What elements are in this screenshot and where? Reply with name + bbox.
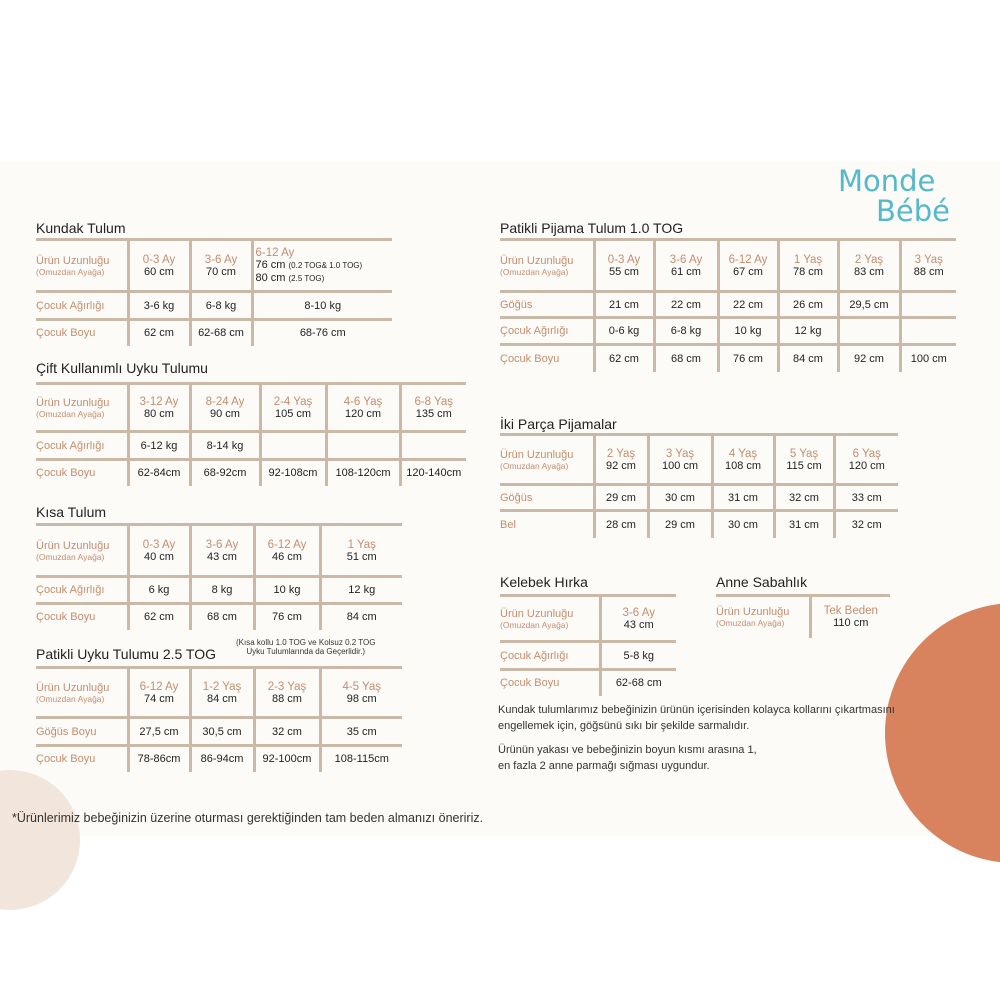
table-cell: 76 cm (718, 345, 778, 372)
table-cell: 92-100cm (254, 746, 320, 772)
size-column-header: 6 Yaş 120 cm (834, 435, 898, 485)
footer-note: *Ürünlerimiz bebeğinizin üzerine oturması gerektiğinden tam beden almanızı öneririz. (12, 811, 484, 825)
row-label: Ürün Uzunluğu (Omuzdan Ayağa) (36, 240, 128, 292)
table-cell (400, 432, 466, 460)
size-column-header: Tek Beden 110 cm (810, 596, 890, 638)
size-column-header: 6-12 Ay 76 cm (0.2 TOG& 1.0 TOG) 80 cm (2.5 TOG) (252, 240, 392, 292)
table-title: Kelebek Hırka (500, 574, 588, 590)
table-cell: 8-10 kg (252, 292, 392, 320)
row-label: Çocuk Boyu (500, 345, 594, 372)
table-row (500, 670, 676, 696)
table-row (36, 320, 392, 346)
table-cell: 6-8 kg (654, 318, 718, 345)
table-row (500, 642, 676, 670)
row-label: Ürün Uzunluğu (Omuzdan Ayağa) (500, 435, 594, 485)
table-cell: 31 cm (712, 485, 774, 511)
row-label: Çocuk Boyu (36, 604, 128, 630)
row-label: Çocuk Boyu (36, 746, 128, 772)
table-cell: 28 cm (594, 511, 648, 538)
table-row (716, 596, 890, 638)
size-table (500, 238, 956, 372)
row-label: Göğüs (500, 292, 594, 318)
table-cell: 10 kg (718, 318, 778, 345)
table-cell: 76 cm (254, 604, 320, 630)
size-column-header: 4 Yaş 108 cm (712, 435, 774, 485)
table-cell: 5-8 kg (600, 642, 676, 670)
row-label: Çocuk Ağırlığı (36, 292, 128, 320)
table-cell: 29 cm (594, 485, 648, 511)
table-cell: 78-86cm (128, 746, 190, 772)
size-table (500, 594, 676, 696)
table-cell: 29 cm (648, 511, 712, 538)
table-title: Patikli Uyku Tulumu 2.5 TOG (36, 646, 216, 662)
table-title: Kundak Tulum (36, 220, 126, 236)
row-label: Ürün Uzunluğu (Omuzdan Ayağa) (36, 668, 128, 718)
table-cell: 32 cm (774, 485, 834, 511)
size-table (500, 433, 898, 538)
table-title: Çift Kullanımlı Uyku Tulumu (36, 360, 208, 376)
table-row (500, 511, 898, 538)
size-column-header: 3-6 Ay 61 cm (654, 240, 718, 292)
row-label: Çocuk Ağırlığı (36, 432, 128, 460)
table-row (500, 240, 956, 292)
table-cell: 12 kg (320, 577, 402, 604)
table-cell: 100 cm (900, 345, 956, 372)
table-cell: 3-6 kg (128, 292, 190, 320)
table-cell: 120-140cm (400, 460, 466, 486)
table-cell: 26 cm (778, 292, 838, 318)
table-cell: 108-115cm (320, 746, 402, 772)
table-cell: 12 kg (778, 318, 838, 345)
row-label: Çocuk Ağırlığı (500, 318, 594, 345)
size-column-header: 0-3 Ay 60 cm (128, 240, 190, 292)
table-cell: 0-6 kg (594, 318, 654, 345)
table-cell: 62-68 cm (190, 320, 252, 346)
table-cell: 68-76 cm (252, 320, 392, 346)
table-cell: 31 cm (774, 511, 834, 538)
row-label: Çocuk Ağırlığı (500, 642, 600, 670)
table-cell: 6-12 kg (128, 432, 190, 460)
table-cell: 68-92cm (190, 460, 260, 486)
table-row (36, 460, 466, 486)
size-column-header: 8-24 Ay 90 cm (190, 384, 260, 432)
table-row (36, 525, 402, 577)
table-cell: 27,5 cm (128, 718, 190, 746)
table-cell: 108-120cm (326, 460, 400, 486)
row-label: Göğüs Boyu (36, 718, 128, 746)
size-column-header: 2 Yaş 92 cm (594, 435, 648, 485)
table-cell: 29,5 cm (838, 292, 900, 318)
table-cell: 30 cm (648, 485, 712, 511)
table-row (500, 345, 956, 372)
table-row (36, 240, 392, 292)
size-column-header: 2-4 Yaş 105 cm (260, 384, 326, 432)
row-label: Göğüs (500, 485, 594, 511)
size-column-header: 3-6 Ay 43 cm (190, 525, 254, 577)
table-cell: 30,5 cm (190, 718, 254, 746)
size-column-header: 1 Yaş 51 cm (320, 525, 402, 577)
size-table (36, 523, 402, 630)
table-cell (326, 432, 400, 460)
table-cell: 32 cm (254, 718, 320, 746)
size-column-header: 3-6 Ay 43 cm (600, 596, 676, 642)
size-column-header: 1 Yaş 78 cm (778, 240, 838, 292)
row-label: Çocuk Boyu (36, 460, 128, 486)
table-cell: 62-84cm (128, 460, 190, 486)
table-cell: 84 cm (778, 345, 838, 372)
table-row (36, 604, 402, 630)
table-row (36, 718, 402, 746)
row-label: Ürün Uzunluğu (Omuzdan Ayağa) (716, 596, 810, 638)
row-label: Çocuk Boyu (500, 670, 600, 696)
table-cell: 92-108cm (260, 460, 326, 486)
table-cell: 62 cm (128, 604, 190, 630)
table-cell: 62 cm (128, 320, 190, 346)
row-label: Ürün Uzunluğu (Omuzdan Ayağa) (36, 384, 128, 432)
table-row (36, 577, 402, 604)
row-label: Çocuk Boyu (36, 320, 128, 346)
table-cell (838, 318, 900, 345)
table-cell: 22 cm (654, 292, 718, 318)
table-note: (Kısa kollu 1.0 TOG ve Kolsuz 0.2 TOG Uyku Tulumlarında da Geçerlidir.) (236, 638, 376, 656)
size-column-header: 6-8 Yaş 135 cm (400, 384, 466, 432)
size-column-header: 2-3 Yaş 88 cm (254, 668, 320, 718)
row-label: Ürün Uzunluğu (Omuzdan Ayağa) (500, 240, 594, 292)
table-row (36, 432, 466, 460)
size-column-header: 0-3 Ay 55 cm (594, 240, 654, 292)
table-cell: 86-94cm (190, 746, 254, 772)
table-cell: 22 cm (718, 292, 778, 318)
table-title: İki Parça Pijamalar (500, 416, 617, 432)
row-label: Bel (500, 511, 594, 538)
size-column-header: 6-12 Ay 74 cm (128, 668, 190, 718)
row-label: Çocuk Ağırlığı (36, 577, 128, 604)
table-cell: 68 cm (190, 604, 254, 630)
size-column-header: 1-2 Yaş 84 cm (190, 668, 254, 718)
size-column-header: 0-3 Ay 40 cm (128, 525, 190, 577)
table-row (36, 292, 392, 320)
table-cell: 6-8 kg (190, 292, 252, 320)
table-cell: 35 cm (320, 718, 402, 746)
table-cell: 84 cm (320, 604, 402, 630)
table-row (500, 318, 956, 345)
table-title: Kısa Tulum (36, 504, 107, 520)
table-cell: 92 cm (838, 345, 900, 372)
table-row (500, 292, 956, 318)
size-column-header: 4-5 Yaş 98 cm (320, 668, 402, 718)
table-cell: 62 cm (594, 345, 654, 372)
table-cell: 21 cm (594, 292, 654, 318)
size-table (716, 594, 890, 638)
table-cell: 10 kg (254, 577, 320, 604)
table-row (500, 596, 676, 642)
size-column-header: 3 Yaş 100 cm (648, 435, 712, 485)
table-title: Patikli Pijama Tulum 1.0 TOG (500, 220, 684, 236)
table-cell: 68 cm (654, 345, 718, 372)
size-column-header: 5 Yaş 115 cm (774, 435, 834, 485)
table-cell (900, 318, 956, 345)
table-row (36, 746, 402, 772)
size-column-header: 3-12 Ay 80 cm (128, 384, 190, 432)
table-cell (260, 432, 326, 460)
table-cell: 62-68 cm (600, 670, 676, 696)
size-column-header: 6-12 Ay 46 cm (254, 525, 320, 577)
table-row (500, 485, 898, 511)
size-column-header: 4-6 Yaş 120 cm (326, 384, 400, 432)
size-table (36, 666, 402, 772)
table-row (36, 668, 402, 718)
kundak-note: Kundak tulumlarımız bebeğinizin ürünün içerisinden kolayca kollarını çıkartmasını engellemek için, göğsünü sıkı bir şekilde sarmalıdır. (498, 704, 895, 732)
table-cell: 33 cm (834, 485, 898, 511)
table-cell: 30 cm (712, 511, 774, 538)
size-table (36, 382, 466, 486)
brand-logo: Monde Bébé (838, 164, 950, 228)
table-row (500, 435, 898, 485)
size-column-header: 3 Yaş 88 cm (900, 240, 956, 292)
table-cell: 8 kg (190, 577, 254, 604)
row-label: Ürün Uzunluğu (Omuzdan Ayağa) (500, 596, 600, 642)
size-column-header: 6-12 Ay 67 cm (718, 240, 778, 292)
table-cell (900, 292, 956, 318)
size-column-header: 3-6 Ay 70 cm (190, 240, 252, 292)
size-table (36, 238, 392, 346)
collar-note: Ürünün yakası ve bebeğinizin boyun kısmı arasına 1, en fazla 2 anne parmağı sığması uygundur. (498, 744, 757, 772)
table-cell: 6 kg (128, 577, 190, 604)
table-cell: 8-14 kg (190, 432, 260, 460)
table-title: Anne Sabahlık (716, 574, 808, 590)
size-column-header: 2 Yaş 83 cm (838, 240, 900, 292)
table-row (36, 384, 466, 432)
row-label: Ürün Uzunluğu (Omuzdan Ayağa) (36, 525, 128, 577)
table-cell: 32 cm (834, 511, 898, 538)
